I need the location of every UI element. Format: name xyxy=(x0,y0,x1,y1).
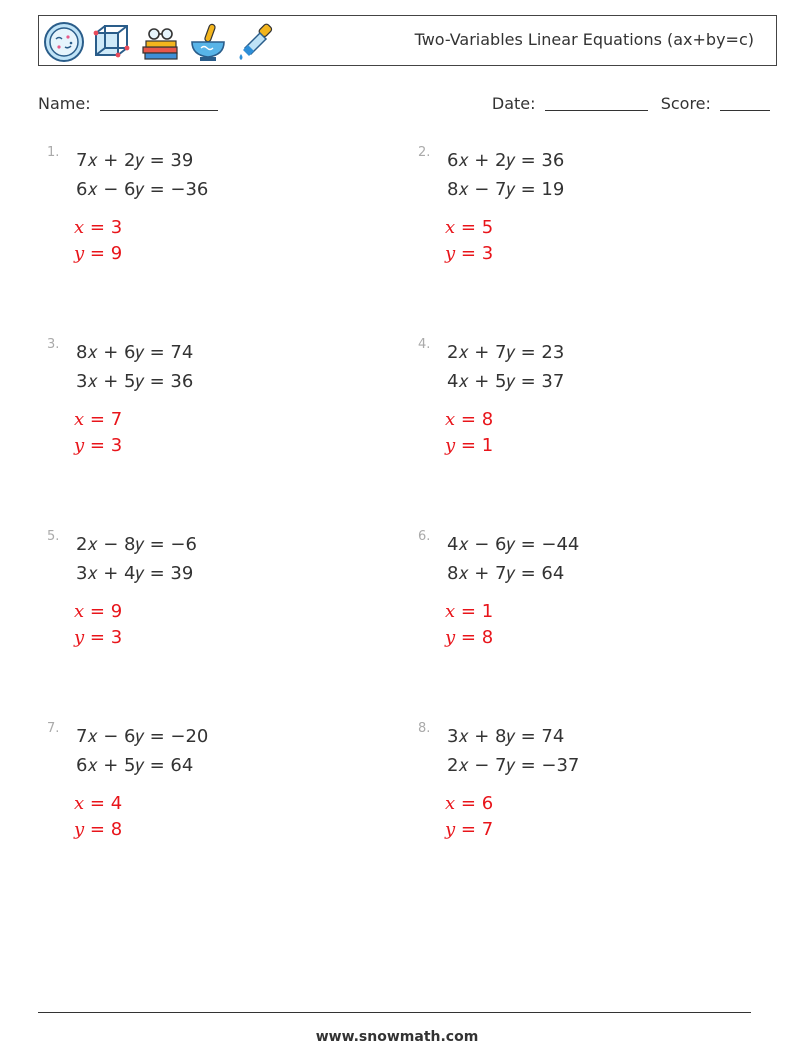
problem-number: 4. xyxy=(418,337,431,352)
answer-x-value: 1 xyxy=(481,601,494,622)
answer-x xyxy=(445,409,493,430)
name-blank[interactable] xyxy=(100,94,218,111)
answer-x-variable: 𝑥 xyxy=(74,601,85,622)
answer-x-value: 6 xyxy=(481,793,494,814)
answer-y-value: 1 xyxy=(481,435,494,456)
equation-2: 6𝑥 + 5𝑦 = 64 xyxy=(76,755,194,776)
answer-y xyxy=(74,819,122,840)
problem-number: 6. xyxy=(418,529,431,544)
problem-number: 2. xyxy=(418,145,431,160)
answer-equals: = xyxy=(455,601,482,622)
answer-x xyxy=(445,601,493,622)
answer-x xyxy=(74,601,122,622)
answer-x-variable: 𝑥 xyxy=(445,793,456,814)
equation-2: 8𝑥 − 7𝑦 = 19 xyxy=(447,179,565,200)
answer-x-value: 7 xyxy=(110,409,123,430)
name-label: Name: xyxy=(38,94,91,113)
answer-equals: = xyxy=(84,243,111,264)
answer-x-variable: 𝑥 xyxy=(445,601,456,622)
equation-1: 2𝑥 − 8𝑦 = −6 xyxy=(76,534,197,555)
answer-x xyxy=(74,793,122,814)
answer-y-value: 3 xyxy=(481,243,494,264)
answer-equals: = xyxy=(455,819,482,840)
equation-1: 6𝑥 + 2𝑦 = 36 xyxy=(447,150,565,171)
equation-1: 3𝑥 + 8𝑦 = 74 xyxy=(447,726,565,747)
answer-y-variable: 𝑦 xyxy=(445,243,456,264)
answer-y-variable: 𝑦 xyxy=(445,819,456,840)
worksheet-title: Two-Variables Linear Equations (ax+by=c) xyxy=(414,30,754,49)
problem-7 xyxy=(47,721,377,871)
books-glasses-icon xyxy=(139,21,181,63)
header-icons xyxy=(43,21,277,63)
score-label: Score: xyxy=(660,94,711,113)
equation-1: 7𝑥 − 6𝑦 = −20 xyxy=(76,726,209,747)
date-score-field xyxy=(492,94,770,113)
equation-2: 3𝑥 + 5𝑦 = 36 xyxy=(76,371,194,392)
problem-2 xyxy=(418,145,748,295)
footer-rule xyxy=(38,1012,751,1013)
header-box xyxy=(38,15,777,66)
problem-number: 5. xyxy=(47,529,60,544)
answer-equals: = xyxy=(84,627,111,648)
date-label: Date: xyxy=(491,94,536,113)
answer-equals: = xyxy=(455,217,482,238)
equation-2: 4𝑥 + 5𝑦 = 37 xyxy=(447,371,565,392)
equation-2: 2𝑥 − 7𝑦 = −37 xyxy=(447,755,580,776)
problem-number: 3. xyxy=(47,337,60,352)
answer-equals: = xyxy=(84,601,111,622)
date-blank[interactable] xyxy=(545,94,648,111)
problem-number: 1. xyxy=(47,145,60,160)
answer-x-variable: 𝑥 xyxy=(445,217,456,238)
answer-y-variable: 𝑦 xyxy=(74,627,85,648)
problem-number: 7. xyxy=(47,721,60,736)
answer-x-value: 3 xyxy=(110,217,123,238)
answer-y xyxy=(74,627,122,648)
answer-y-value: 9 xyxy=(110,243,123,264)
answer-equals: = xyxy=(84,217,111,238)
answer-equals: = xyxy=(84,435,111,456)
equation-1: 7𝑥 + 2𝑦 = 39 xyxy=(76,150,194,171)
answer-x-value: 5 xyxy=(481,217,494,238)
answer-y xyxy=(445,435,493,456)
problem-5 xyxy=(47,529,377,679)
answer-x-variable: 𝑥 xyxy=(74,793,85,814)
dropper-icon xyxy=(235,21,277,63)
answer-y-value: 3 xyxy=(110,435,123,456)
equation-2: 3𝑥 + 4𝑦 = 39 xyxy=(76,563,194,584)
answer-y-value: 8 xyxy=(110,819,123,840)
answer-x-variable: 𝑥 xyxy=(445,409,456,430)
answer-y xyxy=(445,243,493,264)
answer-y xyxy=(445,819,493,840)
answer-y xyxy=(74,243,122,264)
answer-y-value: 7 xyxy=(481,819,494,840)
answer-y xyxy=(74,435,122,456)
answer-y-value: 8 xyxy=(481,627,494,648)
answer-y-variable: 𝑦 xyxy=(74,819,85,840)
answer-x-value: 8 xyxy=(481,409,494,430)
problem-number: 8. xyxy=(418,721,431,736)
problem-3 xyxy=(47,337,377,487)
answer-equals: = xyxy=(455,409,482,430)
answer-equals: = xyxy=(455,627,482,648)
petri-dish-icon xyxy=(43,21,85,63)
answer-y-variable: 𝑦 xyxy=(445,435,456,456)
answer-x xyxy=(445,217,493,238)
answer-x xyxy=(74,409,122,430)
answer-x xyxy=(74,217,122,238)
answer-equals: = xyxy=(455,243,482,264)
equation-1: 2𝑥 + 7𝑦 = 23 xyxy=(447,342,565,363)
answer-x-variable: 𝑥 xyxy=(74,409,85,430)
answer-equals: = xyxy=(455,435,482,456)
equation-2: 6𝑥 − 6𝑦 = −36 xyxy=(76,179,209,200)
problem-4 xyxy=(418,337,748,487)
answer-equals: = xyxy=(84,793,111,814)
answer-x-value: 9 xyxy=(110,601,123,622)
answer-y-value: 3 xyxy=(110,627,123,648)
answer-equals: = xyxy=(84,819,111,840)
answer-y xyxy=(445,627,493,648)
cube-icon xyxy=(91,21,133,63)
equation-1: 4𝑥 − 6𝑦 = −44 xyxy=(447,534,580,555)
answer-y-variable: 𝑦 xyxy=(445,627,456,648)
equation-1: 8𝑥 + 6𝑦 = 74 xyxy=(76,342,194,363)
answer-x-variable: 𝑥 xyxy=(74,217,85,238)
answer-y-variable: 𝑦 xyxy=(74,435,85,456)
answer-equals: = xyxy=(84,409,111,430)
problem-1 xyxy=(47,145,377,295)
problem-8 xyxy=(418,721,748,871)
problem-6 xyxy=(418,529,748,679)
answer-y-variable: 𝑦 xyxy=(74,243,85,264)
mortar-pestle-icon xyxy=(187,21,229,63)
name-field xyxy=(38,94,218,113)
answer-x xyxy=(445,793,493,814)
footer-site: www.snowmath.com xyxy=(315,1029,479,1045)
score-blank[interactable] xyxy=(720,94,770,111)
answer-x-value: 4 xyxy=(110,793,123,814)
answer-equals: = xyxy=(455,793,482,814)
equation-2: 8𝑥 + 7𝑦 = 64 xyxy=(447,563,565,584)
